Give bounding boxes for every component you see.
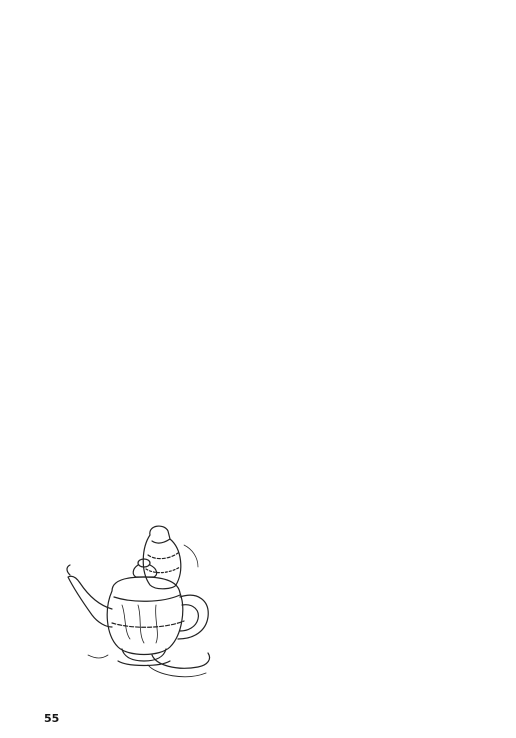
upper-text-block [24, 22, 476, 347]
page-number: 55 [44, 712, 60, 725]
teapot-illustration [52, 505, 220, 685]
